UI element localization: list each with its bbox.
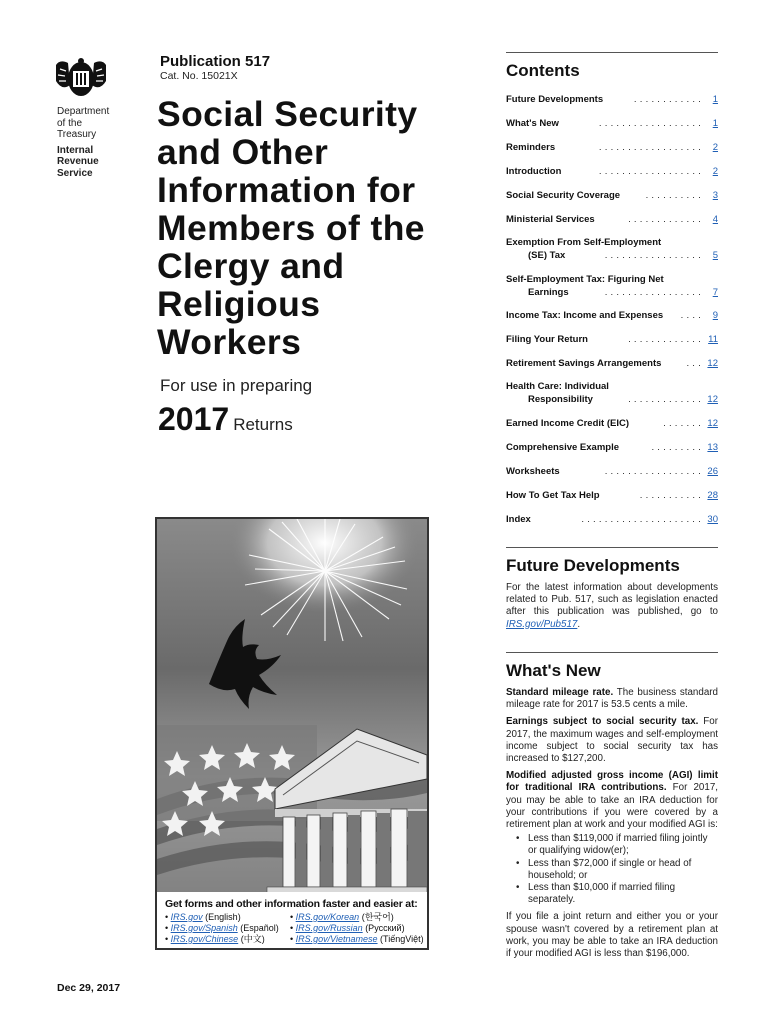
- toc-entry[interactable]: [506, 441, 718, 454]
- get-forms-box: [157, 892, 427, 948]
- paragraph: [506, 687, 718, 711]
- paragraph-body: The business standard mileage rate for 2017 is 53.5 cents a mile.: [506, 687, 718, 711]
- toc-page-link[interactable]: 13: [704, 441, 718, 454]
- leader-dots: ............: [633, 94, 704, 105]
- link-language: (한국어): [359, 912, 394, 922]
- publication-number: Publication 517: [160, 53, 271, 70]
- fireworks-flag-court-illustration: [157, 519, 427, 948]
- leader-dots: ...: [686, 358, 704, 369]
- toc-entry[interactable]: [506, 357, 718, 370]
- leader-dots: .................: [604, 466, 704, 477]
- paragraph-lead: Modified adjusted gross income (AGI) limit for traditional IRA contributions.: [506, 770, 718, 794]
- link-language: (中文): [238, 934, 265, 944]
- toc-page-link[interactable]: 1: [710, 93, 718, 106]
- toc-title: Future Developments: [506, 94, 606, 105]
- paragraph-body: For 2017, you may be able to take an IRA deduction for your contributions if you were covered by a retirement plan at work and your modified AGI is:: [506, 782, 718, 831]
- toc-title: Self-Employment Tax: Figuring Net: [506, 274, 667, 285]
- link-language: (Español): [237, 923, 279, 933]
- toc-title: Income Tax: Income and Expenses: [506, 310, 666, 321]
- toc-title: Earned Income Credit (EIC): [506, 418, 632, 429]
- agency-line: Treasury: [57, 129, 97, 140]
- toc-title: Social Security Coverage: [506, 190, 623, 201]
- toc-page-link[interactable]: 3: [710, 189, 718, 202]
- toc-page-link[interactable]: 7: [710, 286, 718, 299]
- toc-entry[interactable]: [506, 189, 718, 202]
- link-language: (TiếngViệt): [377, 934, 424, 944]
- publication-date: Dec 29, 2017: [57, 982, 121, 994]
- toc-title-continued: Earnings: [506, 286, 718, 299]
- toc-entry[interactable]: [506, 465, 718, 478]
- title-line: and Other: [157, 132, 329, 172]
- link-item: • IRS.gov (English): [165, 912, 241, 922]
- toc-page-link[interactable]: 12: [704, 393, 718, 406]
- paragraph-lead: Standard mileage rate.: [506, 687, 614, 698]
- toc-entry[interactable]: [506, 165, 718, 178]
- toc-entry[interactable]: [506, 309, 718, 322]
- leader-dots: .............: [628, 394, 704, 405]
- toc-page-link[interactable]: 28: [704, 489, 718, 502]
- agency-line: Internal: [57, 144, 94, 156]
- toc-entry[interactable]: [506, 417, 718, 430]
- toc-entry[interactable]: [506, 213, 718, 226]
- title-line: Social Security: [157, 94, 418, 134]
- toc-entry[interactable]: [506, 513, 718, 526]
- future-text: For the latest information about developments related to Pub. 517, such as legislation enacted after this publication was published, go to: [506, 582, 718, 618]
- toc-page-link[interactable]: 2: [710, 165, 718, 178]
- irs-link-english[interactable]: IRS.gov: [170, 912, 203, 922]
- leader-dots: ..................: [598, 118, 704, 129]
- tax-year-line: [158, 401, 293, 438]
- contents-heading: Contents: [506, 61, 580, 80]
- toc-page-link[interactable]: 26: [704, 465, 718, 478]
- leader-dots: .............: [628, 214, 704, 225]
- toc-title: How To Get Tax Help: [506, 490, 603, 501]
- punctuation: .: [577, 618, 581, 630]
- link-item: • IRS.gov/Korean (한국어): [290, 912, 394, 922]
- link-language: (Русский): [362, 923, 405, 933]
- leader-dots: .........: [651, 442, 704, 453]
- pub517-link[interactable]: IRS.gov/Pub517: [506, 618, 578, 630]
- list-item: • Less than $10,000 if married filing separately.: [506, 882, 718, 906]
- toc-page-link[interactable]: 12: [704, 417, 718, 430]
- divider: [506, 547, 718, 548]
- toc-title: Introduction: [506, 166, 564, 177]
- link-item: • IRS.gov/Vietnamese (TiếngViệt): [290, 934, 424, 944]
- divider: [506, 52, 718, 53]
- toc-page-link[interactable]: 4: [710, 213, 718, 226]
- toc-title: Worksheets: [506, 466, 563, 477]
- list-item: • Less than $72,000 if single or head of household; or: [506, 858, 718, 882]
- leader-dots: .......: [663, 418, 704, 429]
- agency-line: Revenue: [57, 156, 99, 167]
- paragraph-lead: Earnings subject to social security tax.: [506, 716, 699, 728]
- toc-title: Retirement Savings Arrangements: [506, 358, 664, 369]
- toc-page-link[interactable]: 12: [704, 357, 718, 370]
- toc-page-link[interactable]: 30: [704, 513, 718, 526]
- paragraph: [506, 770, 718, 831]
- link-item: • IRS.gov/Chinese (中文): [165, 934, 265, 944]
- use-in-text: For use in preparing: [160, 376, 313, 395]
- link-item: • IRS.gov/Russian (Русский): [290, 923, 405, 933]
- toc-entry[interactable]: [506, 236, 718, 262]
- toc-entry[interactable]: [506, 489, 718, 502]
- toc-page-link[interactable]: 5: [710, 249, 718, 262]
- future-developments-text: [506, 582, 718, 631]
- toc-title: Health Care: Individual: [506, 381, 612, 392]
- toc-page-link[interactable]: 9: [710, 309, 718, 322]
- leader-dots: ....: [680, 310, 704, 321]
- toc-title: Comprehensive Example: [506, 442, 622, 453]
- toc-title: Index: [506, 514, 534, 525]
- irs-link-vietnamese[interactable]: IRS.gov/Vietnamese: [295, 934, 378, 944]
- toc-title-continued: Responsibility: [506, 393, 718, 406]
- paragraph: [506, 716, 718, 765]
- toc-entry[interactable]: [506, 380, 718, 406]
- toc-entry[interactable]: [506, 117, 718, 130]
- leader-dots: ...........: [639, 490, 704, 501]
- divider: [506, 652, 718, 653]
- irs-link-russian[interactable]: IRS.gov/Russian: [295, 923, 363, 933]
- leader-dots: ..................: [598, 166, 704, 177]
- leader-dots: .................: [604, 287, 704, 298]
- toc-title: Exemption From Self-Employment: [506, 237, 664, 248]
- future-developments-heading: Future Developments: [506, 556, 680, 575]
- leader-dots: .....................: [581, 514, 704, 525]
- toc-title: Reminders: [506, 142, 558, 153]
- toc-page-link[interactable]: 1: [710, 117, 718, 130]
- leader-dots: .............: [628, 334, 704, 345]
- leader-dots: .................: [604, 250, 704, 261]
- irs-link-korean[interactable]: IRS.gov/Korean: [295, 912, 360, 922]
- title-line: Information for: [157, 170, 416, 210]
- document-title: [157, 95, 457, 361]
- toc-page-link[interactable]: 11: [705, 333, 718, 346]
- toc-entry[interactable]: [506, 141, 718, 154]
- title-line: Religious: [157, 284, 321, 324]
- agency-line: Service: [57, 167, 93, 179]
- returns-label: Returns: [233, 415, 293, 434]
- irs-eagle-logo: [52, 55, 110, 101]
- leader-dots: ..........: [645, 190, 704, 201]
- get-forms-heading: Get forms and other information faster and easier at:: [165, 898, 418, 910]
- toc-title-continued: (SE) Tax: [506, 249, 718, 262]
- cover-illustration: [155, 517, 429, 950]
- whats-new-text: [506, 687, 718, 960]
- agi-limit-list: [506, 833, 718, 906]
- list-item: • Less than $119,000 if married filing jointly or qualifying widow(er);: [506, 833, 718, 857]
- paragraph-body: For 2017, the maximum wages and self-employment income subject to social security tax has increased to $127,200.: [506, 716, 718, 765]
- toc-entry[interactable]: [506, 273, 718, 299]
- irs-link-chinese[interactable]: IRS.gov/Chinese: [170, 934, 239, 944]
- leader-dots: ..................: [598, 142, 704, 153]
- tax-year: 2017: [158, 401, 230, 437]
- link-item: • IRS.gov/Spanish (Español): [165, 923, 279, 933]
- paragraph: If you file a joint return and either you or your spouse wasn't covered by a retirement plan at work, you may be able to take an IRA deduction if your modified AGI is less than $196,000.: [506, 911, 718, 960]
- irs-link-spanish[interactable]: IRS.gov/Spanish: [170, 923, 238, 933]
- link-language: (English): [202, 912, 241, 922]
- catalog-number: Cat. No. 15021X: [160, 70, 238, 82]
- agency-block: [57, 106, 109, 179]
- toc-entry[interactable]: [506, 333, 718, 346]
- toc-title: What's New: [506, 118, 562, 129]
- toc-page-link[interactable]: 2: [710, 141, 718, 154]
- agency-line: Department: [57, 106, 110, 117]
- toc-title: Filing Your Return: [506, 334, 591, 345]
- language-links: [165, 912, 424, 945]
- title-line: Members of the: [157, 208, 425, 248]
- title-line: Clergy and: [157, 246, 345, 286]
- toc-entry[interactable]: [506, 93, 718, 106]
- toc-title: Ministerial Services: [506, 214, 598, 225]
- whats-new-heading: What's New: [506, 661, 601, 680]
- agency-line: of the: [57, 117, 83, 129]
- title-line: Workers: [157, 322, 302, 362]
